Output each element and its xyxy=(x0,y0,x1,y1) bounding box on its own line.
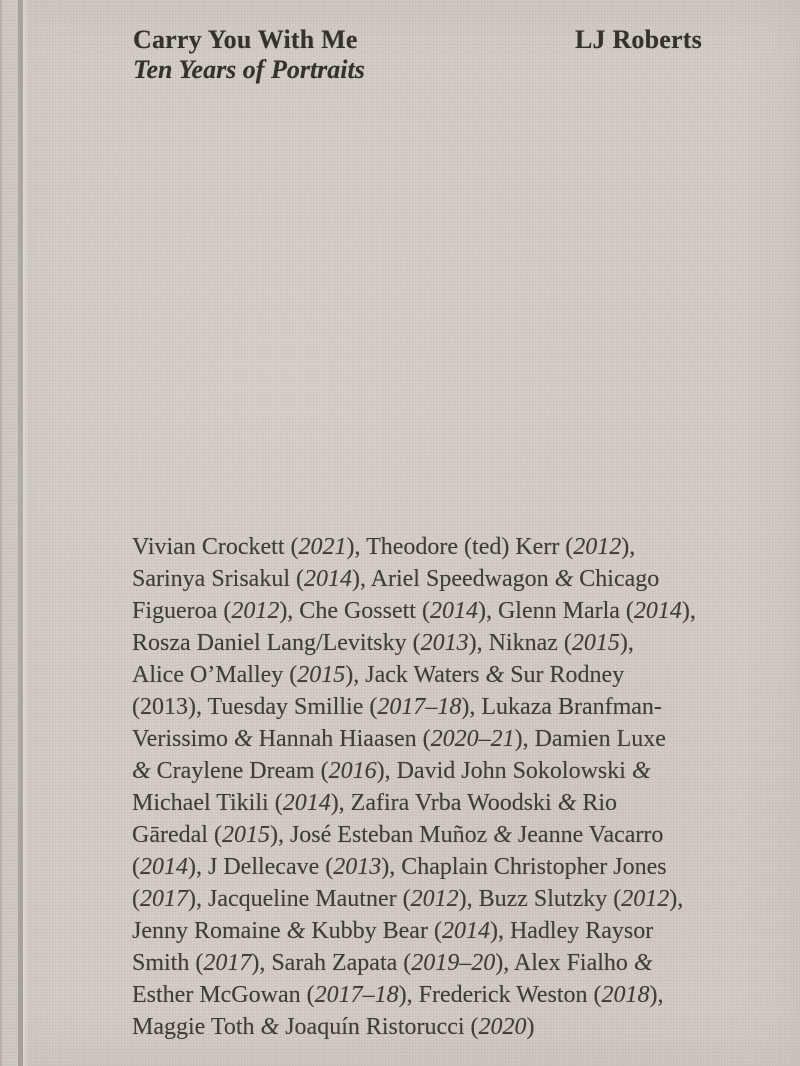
names-line: Figueroa (2012), Che Gossett (2014), Glenn Marla (2014), xyxy=(132,598,696,624)
names-line: (2013), Tuesday Smillie (2017–18), Lukaza Branfman- xyxy=(132,694,662,720)
names-line: Sarinya Srisakul (2014), Ariel Speedwagon & Chicago xyxy=(132,566,660,592)
names-line: (2017), Jacqueline Mautner (2012), Buzz Slutzky (2012), xyxy=(132,886,684,912)
spine-hinge-groove xyxy=(18,0,23,1066)
names-line: Gāredal (2015), José Esteban Muñoz & Jeanne Vacarro xyxy=(132,822,664,848)
names-line: Esther McGowan (2017–18), Frederick Weston (2018), xyxy=(132,982,664,1008)
names-line: Maggie Toth & Joaquín Ristorucci (2020) xyxy=(132,1014,535,1040)
author-name: LJ Roberts xyxy=(575,25,702,54)
book-board-edge xyxy=(0,0,18,1066)
book-subtitle: Ten Years of Portraits xyxy=(133,55,365,84)
title-block xyxy=(133,25,365,85)
names-line: Rosza Daniel Lang/Levitsky (2013), Niknaz (2015), xyxy=(132,630,634,656)
names-line: Jenny Romaine & Kubby Bear (2014), Hadley Raysor xyxy=(132,918,654,944)
names-line: Smith (2017), Sarah Zapata (2019–20), Alex Fialho & xyxy=(132,950,653,976)
names-list xyxy=(132,531,792,1043)
names-line: & Craylene Dream (2016), David John Sokolowski & xyxy=(132,758,651,784)
names-line: Vivian Crockett (2021), Theodore (ted) Kerr (2012), xyxy=(132,534,636,560)
names-line: (2014), J Dellecave (2013), Chaplain Christopher Jones xyxy=(132,854,667,880)
names-line: Alice O’Malley (2015), Jack Waters & Sur Rodney xyxy=(132,662,625,688)
names-line: Michael Tikili (2014), Zafira Vrba Woodski & Rio xyxy=(132,790,618,816)
book-title: Carry You With Me xyxy=(133,25,358,54)
names-line: Verissimo & Hannah Hiaasen (2020–21), Damien Luxe xyxy=(132,726,666,752)
